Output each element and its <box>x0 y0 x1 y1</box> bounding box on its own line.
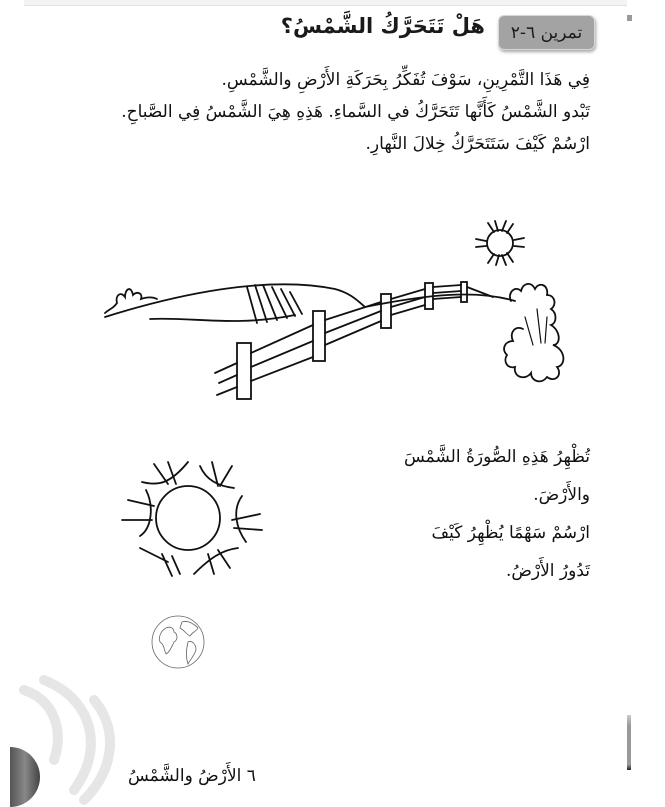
task-line: تُظْهِرُ هَذِهِ الصُّورَةُ الشَّمْسَ <box>403 447 590 467</box>
page-title: هَلْ تَتَحَرَّكُ الشَّمْسُ؟ <box>280 14 485 38</box>
page-footer <box>128 766 256 786</box>
sun-icon <box>110 450 280 590</box>
earth-globe-icon <box>150 614 206 670</box>
section-title: الأَرْضُ والشَّمْسُ <box>128 766 242 786</box>
task-line: ارْسُمْ سَهْمًا يُظْهِرُ كَيْفَ <box>431 523 590 543</box>
viewer-scrollbar[interactable] <box>627 715 631 770</box>
intro-paragraph <box>121 64 590 160</box>
task-line: تَدُورُ الأَرْضُ. <box>505 561 590 581</box>
landscape-illustration <box>95 205 595 415</box>
intro-line: تَبْدو الشَّمْسُ كَأَنَّها تَتَحَرَّكُ في السَّماءِ. هَذِهِ هِيَ الشَّمْسُ فِي الصَّباحِ. <box>121 102 590 122</box>
task-line: والأَرْضَ. <box>533 485 590 505</box>
exercise-badge: تمرين ٦-٢ <box>498 15 595 50</box>
sun-icon <box>476 221 524 265</box>
intro-line: فِي هَذَا التَّمْرِينِ، سَوْفَ تُفَكِّرُ بِحَرَكَةِ الأَرْضِ والشَّمْسِ. <box>221 70 590 90</box>
second-task-paragraph <box>404 438 590 590</box>
page-marker <box>627 15 632 21</box>
decorative-swirl-icon <box>24 680 134 807</box>
bush-icon <box>504 284 563 381</box>
intro-line: ارْسُمْ كَيْفَ سَتَتَحَرَّكُ خِلالَ النَّهارِ. <box>365 134 590 154</box>
viewer-left-margin <box>0 0 24 807</box>
page-number: ٦ <box>246 766 256 786</box>
hill-icon <box>105 284 365 323</box>
